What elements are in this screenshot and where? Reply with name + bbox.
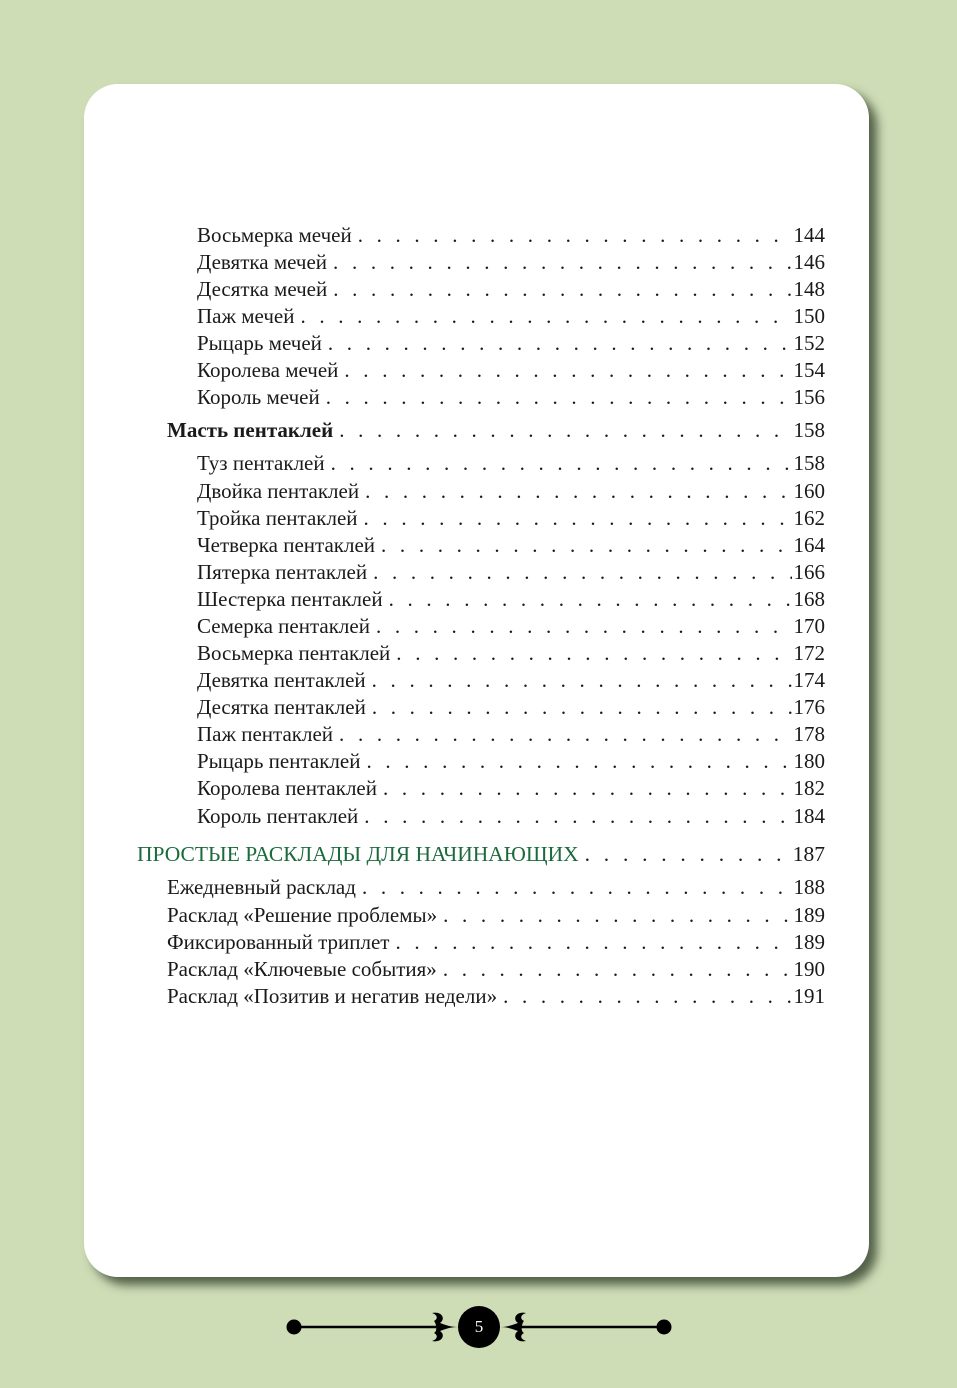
toc-entry[interactable] (197, 532, 825, 558)
toc-entry-label: Туз пентаклей (197, 451, 325, 475)
toc-entry[interactable] (197, 450, 825, 476)
toc-entry-page: 148 (793, 277, 825, 301)
toc-entry[interactable] (197, 249, 825, 275)
toc-entry-page: 164 (793, 533, 825, 557)
toc-entry[interactable] (167, 983, 825, 1009)
toc-entry[interactable] (197, 276, 825, 302)
dot-leader (372, 667, 792, 693)
toc-entry-page: 154 (793, 358, 825, 382)
toc-entry-page: 178 (793, 722, 825, 746)
toc-entry[interactable] (197, 748, 825, 774)
toc-entry-page: 158 (793, 451, 825, 475)
toc-entry-page: 191 (793, 984, 825, 1008)
dot-leader (396, 929, 792, 955)
toc-chapter-entry[interactable] (137, 841, 825, 867)
toc-entry[interactable] (167, 929, 825, 955)
toc-entry-label: Король мечей (197, 385, 320, 409)
toc-entry-page: 189 (793, 930, 825, 954)
dot-leader (389, 586, 792, 612)
toc-entry-page: 176 (793, 695, 825, 719)
dot-leader (396, 640, 791, 666)
dot-leader (366, 748, 791, 774)
dot-leader (333, 249, 791, 275)
toc-entry-label: Тройка пентаклей (197, 506, 358, 530)
toc-entry-label: Шестерка пентаклей (197, 587, 383, 611)
dot-leader (585, 841, 791, 867)
toc-entry-page: 166 (793, 560, 825, 584)
toc-entry-page: 168 (793, 587, 825, 611)
toc-entry-label: Четверка пентаклей (197, 533, 376, 557)
page-card (84, 84, 869, 1277)
dot-leader (362, 874, 792, 900)
toc-entry-label: Девятка мечей (197, 250, 328, 274)
toc-entry-page: 152 (793, 331, 825, 355)
toc-entry-page: 162 (793, 506, 825, 530)
toc-entry-page: 158 (793, 418, 825, 442)
toc-entry-label: Фиксированный триплет (167, 930, 390, 954)
toc-entry[interactable] (197, 559, 825, 585)
toc-entry[interactable] (197, 384, 825, 410)
toc-entry[interactable] (167, 902, 825, 928)
dot-leader (364, 505, 792, 531)
page-number-badge: 5 (458, 1306, 500, 1348)
toc-entry[interactable] (197, 357, 825, 383)
toc-entry-page: 187 (792, 842, 825, 866)
toc-entry-label: Десятка мечей (197, 277, 328, 301)
toc-entry[interactable] (197, 586, 825, 612)
toc-entry[interactable] (197, 803, 825, 829)
toc-entry-page: 174 (793, 668, 825, 692)
dot-leader (328, 330, 792, 356)
toc-entry[interactable] (197, 721, 825, 747)
toc-entry[interactable] (197, 775, 825, 801)
toc-entry-page: 184 (793, 804, 825, 828)
dot-leader (339, 721, 791, 747)
toc-entry-page: 170 (793, 614, 825, 638)
dot-leader (364, 803, 791, 829)
dot-leader (443, 902, 791, 928)
dot-leader (372, 694, 792, 720)
dot-leader (373, 559, 791, 585)
toc-entry[interactable] (197, 613, 825, 639)
toc-entry-label: Паж пентаклей (197, 722, 334, 746)
dot-leader (300, 303, 791, 329)
toc-entry[interactable] (197, 505, 825, 531)
toc-entry-label: Рыцарь мечей (197, 331, 322, 355)
toc-entry-label: Пятерка пентаклей (197, 560, 368, 584)
dot-leader (503, 983, 791, 1009)
toc-entry-label: Расклад «Решение проблемы» (167, 903, 438, 927)
toc-entry-page: 172 (793, 641, 825, 665)
dot-leader (358, 222, 792, 248)
dot-leader (326, 384, 792, 410)
toc-entry-page: 180 (793, 749, 825, 773)
toc-entry-page: 150 (793, 304, 825, 328)
toc-entry[interactable] (197, 667, 825, 693)
toc-entry-page: 189 (793, 903, 825, 927)
dot-leader (443, 956, 792, 982)
dot-leader (339, 417, 791, 443)
toc-entry-label: Двойка пентаклей (197, 479, 360, 503)
toc-entry-page: 190 (793, 957, 825, 981)
toc-entry-label: Король пентаклей (197, 804, 359, 828)
toc-entry[interactable] (197, 694, 825, 720)
toc-entry-page: 146 (793, 250, 825, 274)
toc-entry-page: 160 (793, 479, 825, 503)
toc-chapter-label: ПРОСТЫЕ РАСКЛАДЫ ДЛЯ НАЧИНАЮЩИХ (137, 842, 579, 866)
toc-entry-label: Масть пентаклей (167, 418, 334, 442)
toc-entry-label: Ежедневный расклад (167, 875, 356, 899)
dot-leader (383, 775, 792, 801)
toc-entry-label: Паж мечей (197, 304, 295, 328)
toc-entry-label: Рыцарь пентаклей (197, 749, 361, 773)
toc-entry-label: Королева пентаклей (197, 776, 377, 800)
toc-entry-label: Королева мечей (197, 358, 339, 382)
toc-entry[interactable] (197, 222, 825, 248)
toc-entry-page: 182 (793, 776, 825, 800)
toc-entry[interactable] (167, 874, 825, 900)
toc-entry[interactable] (197, 640, 825, 666)
dot-leader (376, 613, 792, 639)
toc-entry-label: Девятка пентаклей (197, 668, 366, 692)
toc-entry-page: 156 (793, 385, 825, 409)
toc-entry[interactable] (197, 303, 825, 329)
dot-leader (381, 532, 791, 558)
toc-entry[interactable] (197, 478, 825, 504)
toc-entry[interactable] (167, 956, 825, 982)
toc-section-entry[interactable] (167, 417, 825, 443)
dot-leader (331, 450, 792, 476)
toc-entry-page: 188 (793, 875, 825, 899)
dot-leader (365, 478, 791, 504)
toc-entry-label: Десятка пентаклей (197, 695, 366, 719)
toc-entry-label: Семерка пентаклей (197, 614, 370, 638)
toc-entry-label: Восьмерка мечей (197, 223, 352, 247)
toc-entry-label: Расклад «Ключевые события» (167, 957, 437, 981)
toc-entry-label: Расклад «Позитив и негатив недели» (167, 984, 498, 1008)
toc-entry-label: Восьмерка пентаклей (197, 641, 391, 665)
toc-entry[interactable] (197, 330, 825, 356)
dot-leader (344, 357, 791, 383)
dot-leader (333, 276, 791, 302)
toc-entry-page: 144 (793, 223, 825, 247)
